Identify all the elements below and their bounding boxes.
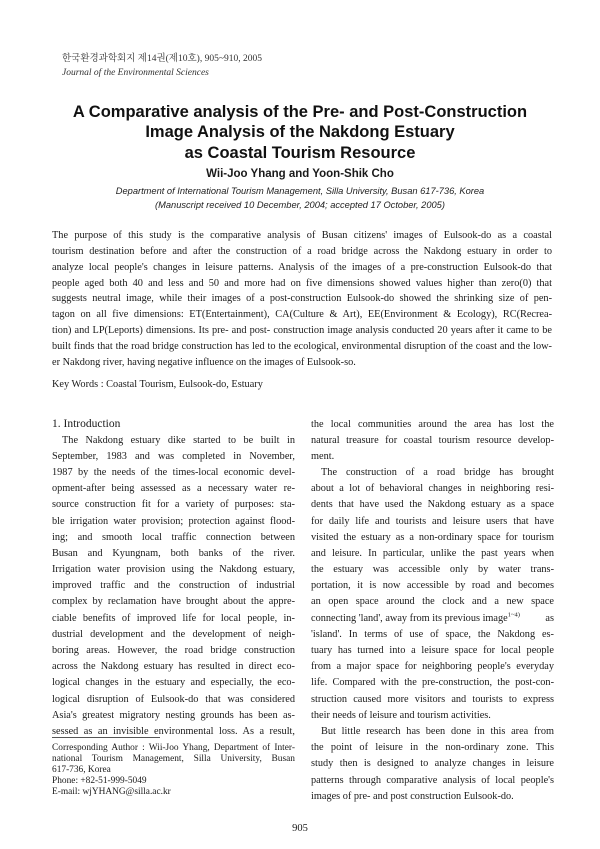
right-column-line-text: connecting 'land', away from its previous image$^{1\sim 4)}$ xyxy=(311,611,520,624)
right-column-line: struction caused more visitors and tourists to express xyxy=(311,694,554,705)
right-column-line: visited the estuary as a non-ordinary space for tourism xyxy=(311,532,554,543)
manuscript-dates: (Manuscript received 10 December, 2004; accepted 17 October, 2005) xyxy=(155,200,445,210)
right-column-line: natural treasure for coastal tourism resource develop- xyxy=(311,435,554,446)
right-column-line: portation, it is now accessible by road and becomes xyxy=(311,580,554,591)
left-column-line: logical changes in the estuary and especially, the eco- xyxy=(52,677,295,688)
section-heading-introduction: 1. Introduction xyxy=(52,418,121,430)
right-column-line: the point of leisure in the non-ordinary zone. This xyxy=(311,742,554,753)
journal-korean-header: 한국환경과학회지 제14권(제10호), 905~910, 2005 xyxy=(62,54,262,64)
abstract-line: suggests neutral image, while their images of a post-construction Eulsook-do showed the shrinking size of pen- xyxy=(52,293,552,304)
right-column-citation-line xyxy=(311,611,554,627)
left-column-line: ing; and smooth local traffic connection between xyxy=(52,532,295,543)
page-number: 905 xyxy=(292,823,308,834)
footnote-phone: Phone: +82-51-999-5049 xyxy=(52,776,147,786)
left-column-line: improved traffic and the construction of industrial xyxy=(52,580,295,591)
abstract-line: The purpose of this study is the comparative analysis of Busan citizens' images of Eulsook-do as a coastal xyxy=(52,230,552,241)
right-column-line: But little research has been done in this area from xyxy=(321,726,554,737)
left-column-line: source construction fit for a variety of purposes: sta- xyxy=(52,499,295,510)
author-names: Wii-Joo Yhang and Yoon-Shik Cho xyxy=(206,168,394,180)
right-column-line: from a major space for neighboring people's everyday xyxy=(311,661,554,672)
paper-title-line-3: as Coastal Tourism Resource xyxy=(184,144,416,162)
right-column-line: dents that have used the Nakdong estuary as a space xyxy=(311,499,554,510)
left-column-line: dustrial development and the development of neigh- xyxy=(52,629,295,640)
right-column-line: 'island'. In terms of use of space, the Nakdong es- xyxy=(311,629,554,640)
right-column-line: the estuary was accessible only by water trans- xyxy=(311,564,554,575)
left-column-line: Irrigation water provision using the Nakdong estuary, xyxy=(52,564,295,575)
right-column-line: study then is designed to analyze changes in leisure xyxy=(311,758,554,769)
left-column-line: 1987 by the needs of the times-local economic devel- xyxy=(52,467,295,478)
abstract-line: tion) and LP(Leports) dimensions. Its pre- and post- construction image analysis conducted 20 years after it came to be xyxy=(52,325,552,336)
right-column-line: life. Compared with the pre-construction, the post-con- xyxy=(311,677,554,688)
citation-superscript: 1~4) xyxy=(507,611,520,619)
paper-title-line-1: A Comparative analysis of the Pre- and Post-Construction xyxy=(72,103,528,121)
right-column-line: an open space around the clock and a new space xyxy=(311,596,554,607)
footnote-address: 617-736, Korea xyxy=(52,765,111,775)
left-column-line: Busan and Kyungnam, both banks of the river. xyxy=(52,548,295,559)
left-column-line: logical disruption of Eulsook-do that was considered xyxy=(52,694,295,705)
abstract-line: er Nakdong river, having negative influence on the images of Eulsook-so. xyxy=(52,357,356,368)
abstract-line: built finds that the road bridge construction has led to the ecological, environmental disruption of the coast and the low- xyxy=(52,341,552,352)
right-column-line: tuary has turned into a leisure space for local people xyxy=(311,645,554,656)
right-column-line: and leisure. In particular, unlike the past years when xyxy=(311,548,554,559)
left-column-line: The Nakdong estuary dike started to be built in xyxy=(62,435,295,446)
journal-english-header: Journal of the Environmental Sciences xyxy=(62,68,209,78)
left-column-line: sessed as an invisible environmental loss. As a result, xyxy=(52,726,295,737)
right-column-line: images of pre- and post construction Eulsook-do. xyxy=(311,791,514,802)
footnote-divider xyxy=(52,737,160,738)
left-column-line: complex by reclamation have brought about the appre- xyxy=(52,596,295,607)
right-column-line: for daily life and tourists and leisure users that have xyxy=(311,516,554,527)
left-column-line: ble irrigation water provision; protection against flood- xyxy=(52,516,295,527)
right-column-line: the local communities around the area has lost the xyxy=(311,419,554,430)
abstract-line: people aged both 40 and less and 50 and more had on five dimensions showed values higher than zero(0) that xyxy=(52,278,552,289)
abstract-line: tagon on all five dimensions: ET(Entertainment), CA(Culture & Art), EE(Environment & Ecology), RC(Recrea- xyxy=(52,309,552,320)
right-column-line: about a lot of behavioral changes in neighboring resi- xyxy=(311,483,554,494)
footnote-affiliation: national Tourism Management, Silla University, Busan xyxy=(52,754,295,764)
citation-suffix: as xyxy=(545,613,554,624)
footnote-email: E-mail: wjYHANG@silla.ac.kr xyxy=(52,787,171,797)
right-column-line: The construction of a road bridge has brought xyxy=(321,467,554,478)
paper-title-line-2: Image Analysis of the Nakdong Estuary xyxy=(145,123,455,141)
keywords: Key Words : Coastal Tourism, Eulsook-do, Estuary xyxy=(52,379,263,390)
footnote-corresponding-author: Corresponding Author : Wii-Joo Yhang, Department of Inter- xyxy=(52,743,295,753)
left-column-line: across the Nakdong estuary has resulted in direct eco- xyxy=(52,661,295,672)
left-column-line: opment-after being assessed as a necessary water re- xyxy=(52,483,295,494)
author-affiliation: Department of International Tourism Management, Silla University, Busan 617-736, Korea xyxy=(115,186,485,196)
right-column-line: patterns through comparative analysis of local people's xyxy=(311,775,554,786)
abstract-line: analyze local people's changes in leisure patterns. Analysis of the images of a pre-construction Eulsook-do that xyxy=(52,262,552,273)
right-column-line: ment. xyxy=(311,451,335,462)
right-column-line: their needs of leisure and tourism activities. xyxy=(311,710,491,721)
left-column-line: September, 1983 and was completed in November, xyxy=(52,451,295,462)
left-column-line: Asia's greatest migratory nesting grounds has been as- xyxy=(52,710,295,721)
left-column-line: boring areas. However, the road bridge construction xyxy=(52,645,295,656)
abstract-line: tourism destination before and after the construction of a road bridge across the Nakdong estuary in order to xyxy=(52,246,552,257)
left-column-line: ciable benefits of improved life for local people, in- xyxy=(52,613,295,624)
